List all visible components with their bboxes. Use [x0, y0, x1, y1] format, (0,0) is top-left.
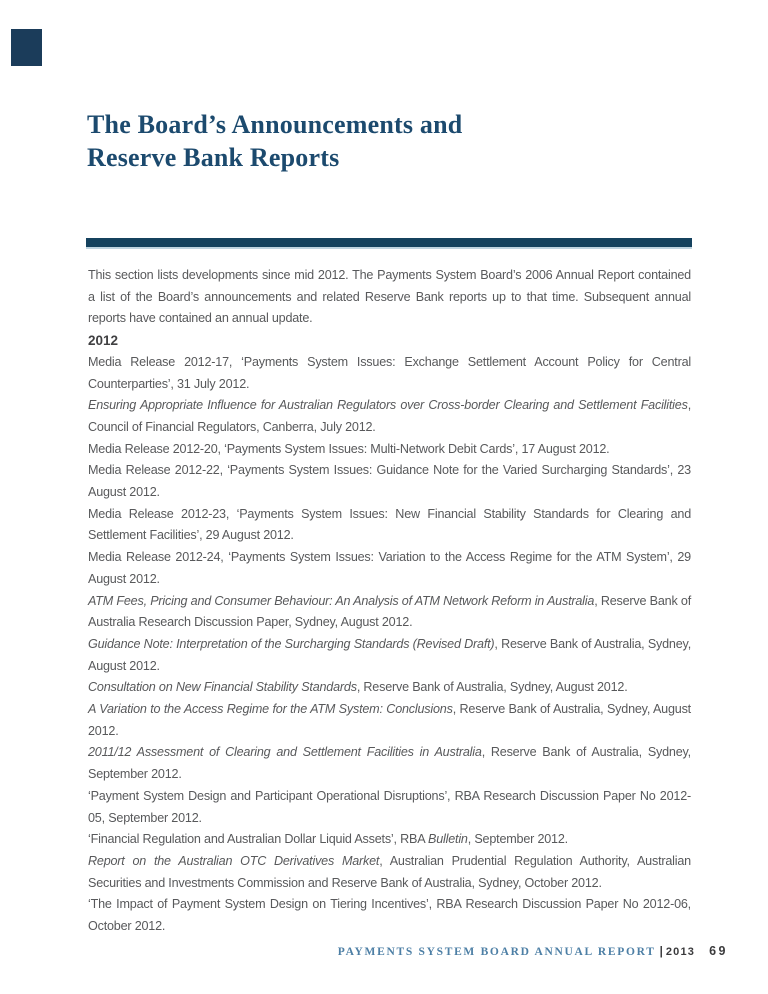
report-entry — [88, 591, 691, 634]
year-heading: 2012 — [88, 333, 119, 349]
report-entry — [88, 439, 691, 461]
entry-title-segment: A Variation to the Access Regime for the ATM System: Conclusions — [88, 702, 453, 717]
footer-report-title: PAYMENTS SYSTEM BOARD ANNUAL REPORT — [337, 946, 656, 958]
page-title-line-1: The Board’s Announcements and — [87, 110, 463, 140]
entry-text-segment: , Reserve Bank of Australia, Sydney, August 2012. — [88, 636, 691, 673]
report-entry — [88, 894, 691, 937]
page-corner-tab — [11, 29, 42, 66]
entry-text-segment: , Reserve Bank of Australia, Sydney, September 2012. — [88, 745, 691, 782]
report-entry — [88, 634, 691, 677]
page-title-line-2: Reserve Bank Reports — [87, 143, 340, 173]
entry-text-segment: , Reserve Bank of Australia, Sydney, August 2012. — [88, 702, 691, 738]
page-title — [87, 108, 462, 174]
entry-text-segment: , Council of Financial Regulators, Canberra, July 2012. — [88, 398, 691, 434]
footer-separator: | — [659, 946, 663, 958]
entry-title-segment: Bulletin — [428, 832, 468, 847]
entry-text-segment: Media Release 2012-17, ‘Payments System Issues: Exchange Settlement Account Policy for Central Counterparties’, 31 July 2012. — [88, 354, 691, 391]
entry-title-segment: 2011/12 Assessment of Clearing and Settlement Facilities in Australia — [88, 745, 482, 760]
entry-title-segment: Consultation on New Financial Stability Standards — [88, 680, 357, 695]
entry-text-segment: Media Release 2012-24, ‘Payments System Issues: Variation to the Access Regime for the ATM System’, 29 August 2012. — [88, 550, 691, 586]
report-entry — [88, 677, 691, 699]
entry-title-segment: Report on the Australian OTC Derivatives Market — [88, 853, 380, 868]
entry-text-segment: ‘The Impact of Payment System Design on Tiering Incentives’, RBA Research Discussion Paper No 2012-06, October 2012. — [88, 897, 691, 934]
entry-text-segment: Media Release 2012-20, ‘Payments System Issues: Multi-Network Debit Cards’, 17 August 2012. — [88, 441, 610, 456]
entries-list — [88, 352, 691, 938]
title-rule — [86, 238, 692, 249]
report-entry — [88, 851, 691, 894]
entry-title-segment: ATM Fees, Pricing and Consumer Behaviour: An Analysis of ATM Network Reform in Australia — [88, 593, 595, 608]
report-entry — [88, 395, 691, 438]
report-entry — [88, 829, 691, 851]
report-entry — [88, 352, 691, 395]
entry-text-segment: , Australian Prudential Regulation Authority, Australian Securities and Investments Commission and Reserve Bank of Australia, Sydney, October 2012. — [88, 853, 691, 890]
footer-year: 2013 — [665, 946, 696, 958]
entry-text-segment: ‘Financial Regulation and Australian Dollar Liquid Assets’, RBA — [88, 832, 429, 847]
entry-text-segment: , Reserve Bank of Australia Research Discussion Paper, Sydney, August 2012. — [88, 593, 691, 630]
report-entry — [88, 742, 691, 785]
entry-text-segment: Media Release 2012-22, ‘Payments System Issues: Guidance Note for the Varied Surcharging Standards’, 23 August 2012. — [88, 463, 691, 500]
page-content — [88, 265, 691, 938]
report-entry — [88, 504, 691, 547]
entry-title-segment: Ensuring Appropriate Influence for Australian Regulators over Cross-border Clearing and Settlement Facilities — [88, 398, 688, 413]
footer-page-number: 69 — [709, 944, 728, 958]
report-entry — [88, 547, 691, 590]
intro-paragraph: This section lists developments since mid 2012. The Payments System Board’s 2006 Annual Report contained a list of the Board’s announcements and related Reserve Bank reports up to that time. Subsequent annual reports have contained an annual update. — [88, 268, 691, 326]
page-footer — [0, 942, 728, 960]
entry-text-segment: ‘Payment System Design and Participant Operational Disruptions’, RBA Research Discussion Paper No 2012-05, September 2012. — [88, 788, 691, 825]
report-entry — [88, 786, 691, 829]
entry-title-segment: Guidance Note: Interpretation of the Surcharging Standards (Revised Draft) — [88, 636, 495, 651]
entry-text-segment: , September 2012. — [467, 832, 568, 847]
entry-text-segment: Media Release 2012-23, ‘Payments System Issues: New Financial Stability Standards for Clearing and Settlement Facilities’, 29 August 2012. — [88, 506, 691, 543]
entry-text-segment: , Reserve Bank of Australia, Sydney, August 2012. — [356, 680, 628, 695]
report-entry — [88, 699, 691, 742]
report-entry — [88, 460, 691, 503]
